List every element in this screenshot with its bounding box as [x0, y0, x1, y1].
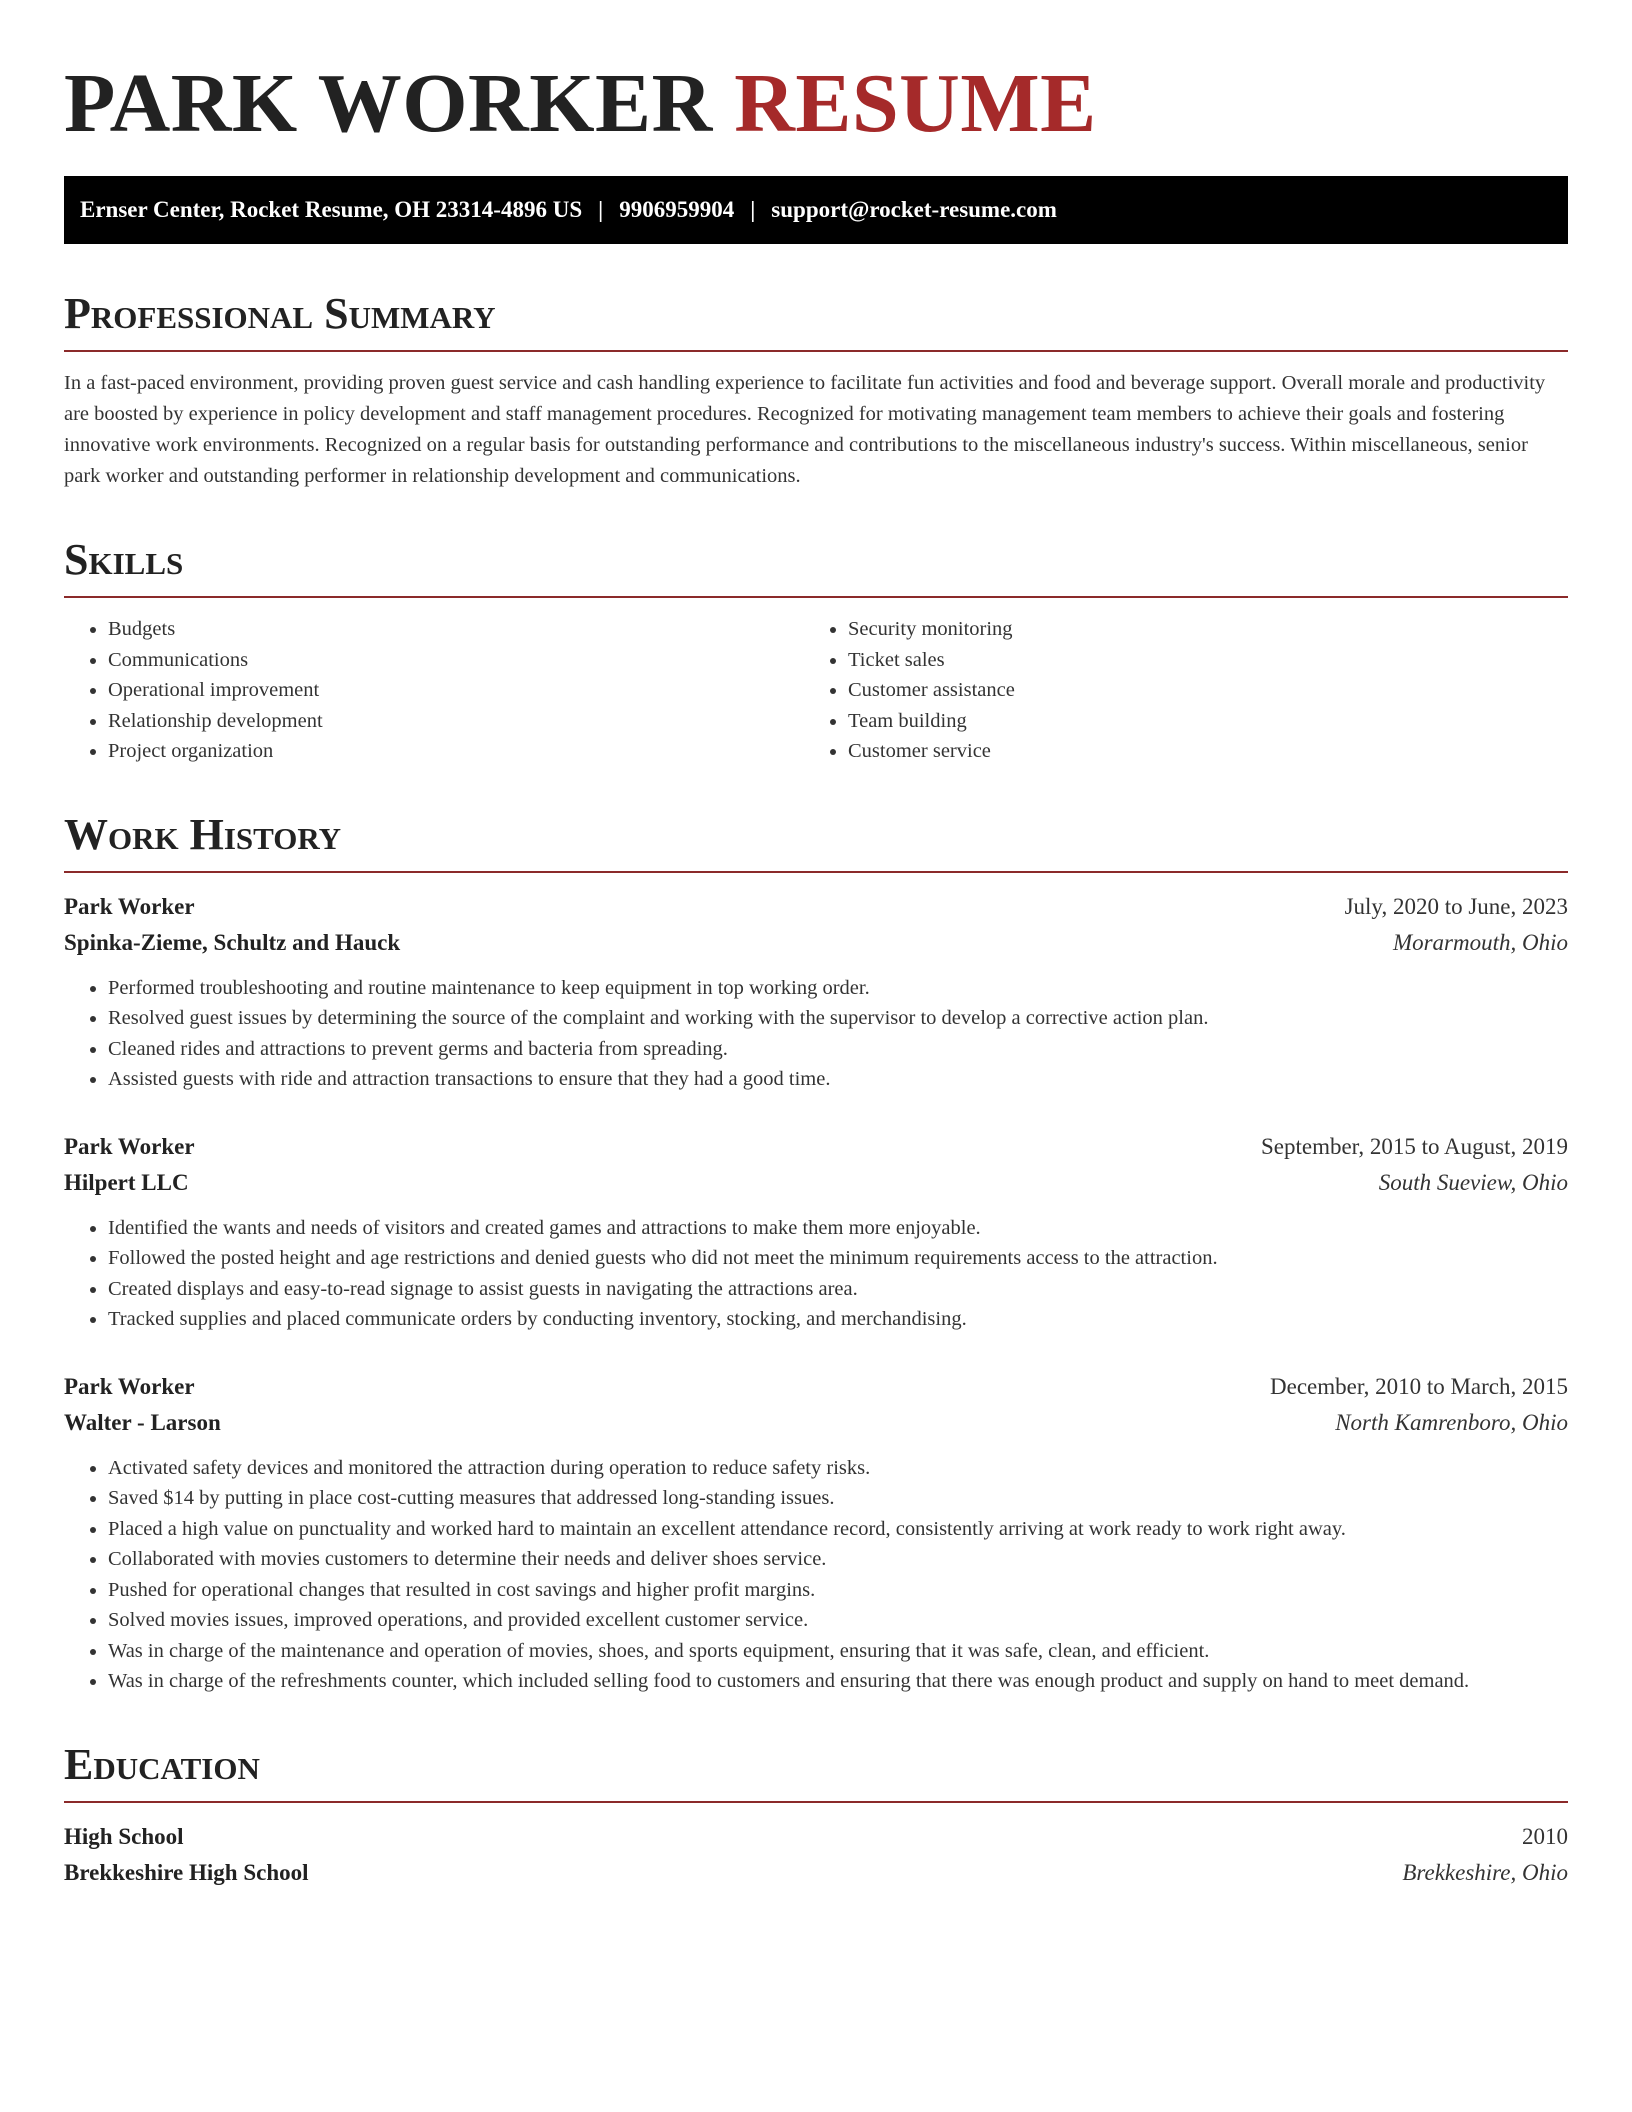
duty-item: • Collaborated with movies customers to determine their needs and deliver shoes service. [108, 1544, 1568, 1575]
skill-item: • Budgets [108, 614, 804, 645]
education-year: 2010 [1522, 1823, 1568, 1849]
duty-item: • Tracked supplies and placed communicate orders by conducting inventory, stocking, and merchandising. [108, 1304, 1568, 1335]
skill-item: • Team building [848, 706, 1544, 737]
job-entry [64, 1369, 1568, 1697]
skill-item: • Customer assistance [848, 675, 1544, 706]
education-school-row [64, 1855, 1568, 1891]
education-heading: Education [64, 1739, 1568, 1803]
contact-separator: | [750, 197, 756, 222]
job-entry [64, 889, 1568, 1095]
skills-right-list [804, 614, 1544, 767]
duty-item: • Solved movies issues, improved operations, and provided excellent customer service. [108, 1605, 1568, 1636]
job-company-row [64, 925, 1568, 961]
skill-item: • Ticket sales [848, 645, 1544, 676]
education-location: Brekkeshire, Ohio [1402, 1859, 1568, 1885]
duty-item: • Was in charge of the maintenance and operation of movies, shoes, and sports equipment, ensuring that it was safe, clean, and efficient. [108, 1636, 1568, 1667]
education-school: Brekkeshire High School [64, 1859, 309, 1885]
job-duties [64, 1453, 1568, 1697]
duty-item: • Was in charge of the refreshments counter, which included selling food to customers and ensuring that there was enough product and supply on hand to meet demand. [108, 1666, 1568, 1697]
job-duties [64, 1213, 1568, 1335]
duty-item: • Cleaned rides and attractions to prevent germs and bacteria from spreading. [108, 1034, 1568, 1065]
job-company: Spinka-Zieme, Schultz and Hauck [64, 929, 401, 955]
duty-item: • Identified the wants and needs of visitors and created games and attractions to make them more enjoyable. [108, 1213, 1568, 1244]
contact-phone: 9906959904 [619, 197, 735, 222]
job-company-row [64, 1165, 1568, 1201]
job-dates: December, 2010 to March, 2015 [1270, 1373, 1568, 1399]
skill-item: • Communications [108, 645, 804, 676]
summary-section [64, 288, 1568, 492]
skill-item: • Security monitoring [848, 614, 1544, 645]
education-degree-row [64, 1819, 1568, 1855]
duty-item: • Placed a high value on punctuality and worked hard to maintain an excellent attendance record, consistently arriving at work ready to work right away. [108, 1514, 1568, 1545]
skills-section [64, 534, 1568, 767]
skills-left-list [64, 614, 804, 767]
education-section [64, 1739, 1568, 1891]
work-history-heading: Work History [64, 809, 1568, 873]
skills-heading: Skills [64, 534, 1568, 598]
job-title: Park Worker [64, 1373, 195, 1399]
skill-item: • Project organization [108, 736, 804, 767]
job-title-row [64, 1129, 1568, 1165]
duty-item: • Created displays and easy-to-read signage to assist guests in navigating the attractions area. [108, 1274, 1568, 1305]
job-title-row [64, 889, 1568, 925]
summary-text: In a fast-paced environment, providing proven guest service and cash handling experience to facilitate fun activities and food and beverage support. Overall morale and productivity are boosted by experience in policy development and staff management procedures. Recognized for motivating management team members to achieve their goals and fostering innovative work environments. Recognized on a regular basis for outstanding performance and contributions to the miscellaneous industry's success. Within miscellaneous, senior park worker and outstanding performer in relationship development and communications. [64, 372, 1546, 487]
job-location: North Kamrenboro, Ohio [1335, 1409, 1568, 1435]
work-history-section [64, 809, 1568, 1697]
duty-item: • Assisted guests with ride and attraction transactions to ensure that they had a good time. [108, 1064, 1568, 1095]
job-company: Walter - Larson [64, 1409, 221, 1435]
contact-separator: | [598, 197, 604, 222]
summary-heading: Professional Summary [64, 288, 1568, 352]
job-duties [64, 973, 1568, 1095]
duty-item: • Followed the posted height and age restrictions and denied guests who did not meet the minimum requirements access to the attraction. [108, 1243, 1568, 1274]
skill-item: • Relationship development [108, 706, 804, 737]
job-title-row [64, 1369, 1568, 1405]
duty-item: • Resolved guest issues by determining the source of the complaint and working with the supervisor to develop a corrective action plan. [108, 1003, 1568, 1034]
duty-item: • Saved $14 by putting in place cost-cutting measures that addressed long-standing issues. [108, 1483, 1568, 1514]
job-title: Park Worker [64, 1133, 195, 1159]
skills-columns [64, 614, 1568, 767]
resume-title [64, 56, 1568, 152]
job-company: Hilpert LLC [64, 1169, 189, 1195]
duty-item: • Pushed for operational changes that resulted in cost savings and higher profit margins. [108, 1575, 1568, 1606]
skill-item: • Customer service [848, 736, 1544, 767]
job-company-row [64, 1405, 1568, 1441]
education-degree: High School [64, 1823, 184, 1849]
contact-email: support@rocket-resume.com [771, 197, 1057, 222]
job-dates: July, 2020 to June, 2023 [1344, 893, 1568, 919]
job-entry [64, 1129, 1568, 1335]
job-title: Park Worker [64, 893, 195, 919]
education-entry [64, 1819, 1568, 1891]
contact-address: Ernser Center, Rocket Resume, OH 23314-4896 US [80, 197, 583, 222]
duty-item: • Performed troubleshooting and routine maintenance to keep equipment in top working order. [108, 973, 1568, 1004]
contact-bar [64, 176, 1568, 244]
job-dates: September, 2015 to August, 2019 [1260, 1133, 1568, 1159]
job-location: South Sueview, Ohio [1378, 1169, 1568, 1195]
title-accent: RESUME [734, 57, 1097, 150]
duty-item: • Activated safety devices and monitored the attraction during operation to reduce safety risks. [108, 1453, 1568, 1484]
skill-item: • Operational improvement [108, 675, 804, 706]
title-main: PARK WORKER [64, 57, 713, 150]
job-location: Morarmouth, Ohio [1392, 929, 1568, 955]
